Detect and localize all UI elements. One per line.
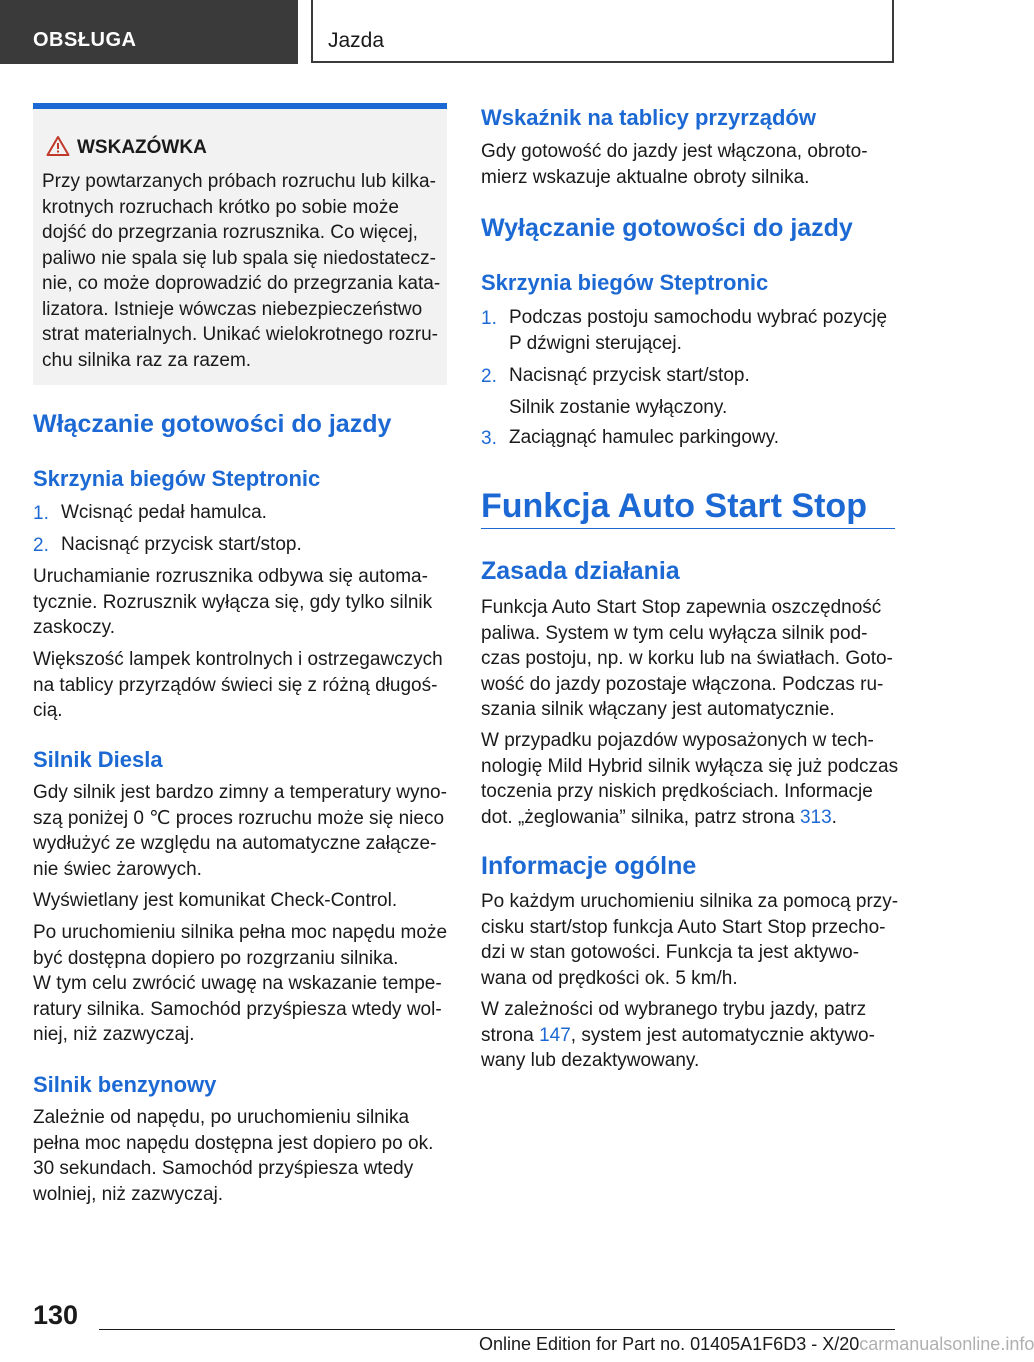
footer-edition (479, 1334, 1034, 1355)
header-chapter-tab (311, 0, 894, 63)
warning-line: chu silnika raz za razem. (42, 349, 252, 371)
step-number: 1. (33, 503, 49, 524)
page-number: 130 (33, 1300, 79, 1330)
warning-line: paliwo nie spala się lub spala się niedostatecz- (42, 247, 436, 269)
text-line: na tablicy przyrządów świeci się z różną długoś- (33, 674, 438, 696)
text-line: P dźwigni sterującej. (509, 332, 682, 354)
paragraph-tachometer (481, 139, 897, 190)
text-line: Gdy gotowość do jazdy jest włączona, obroto- (481, 141, 868, 162)
paragraph-lamps (33, 647, 449, 724)
text-line: 30 sekundach. Samochód przyśpiesza wtedy (33, 1158, 414, 1179)
warning-line: nie, co może doprowadzić do przegrzania kata- (42, 273, 441, 294)
text-line: tycznie. Rozrusznik wyłącza się, gdy tylko silnik (33, 591, 433, 613)
text-line: szania silnik włączany jest automatycznie. (481, 699, 835, 720)
text-line: nologię Mild Hybrid silnik wyłącza się już podczas (481, 755, 899, 777)
paragraph-mild-hybrid (481, 728, 897, 830)
warning-line: Przy powtarzanych próbach rozruchu lub kilka- (42, 171, 436, 192)
text-line: Gdy silnik jest bardzo zimny a temperatury wyno- (33, 782, 447, 803)
heading-tachometer: Wskaźnik na tablicy przyrządów (481, 105, 816, 130)
text-span: , system jest automatycznie aktywo- (570, 1024, 875, 1046)
text-line (481, 1023, 897, 1049)
warning-triangle-icon (46, 135, 70, 157)
text-line: Wyświetlany jest komunikat Check-Control. (33, 890, 398, 911)
text-line: wana od prędkości ok. 5 km/h. (481, 967, 738, 989)
text-line: niej, niż zazwyczaj. (33, 1024, 195, 1045)
text-line: cisku start/stop funkcja Auto Start Stop przecho- (481, 916, 886, 938)
text-line: Funkcja Auto Start Stop zapewnia oszczędność (481, 597, 882, 618)
warning-title: WSKAZÓWKA (77, 137, 207, 158)
step-text: Nacisnąć przycisk start/stop. (61, 534, 302, 555)
text-line: wość do jazdy pozostaje włączona. Podczas ru- (481, 673, 884, 695)
warning-text (42, 169, 442, 373)
paragraph-power (33, 920, 449, 1048)
paragraph-check-control (33, 888, 449, 914)
header-chapter-label: Jazda (328, 29, 385, 52)
text-line: pełna moc napędu dostępna jest dopiero po ok. (33, 1132, 434, 1154)
text-line: dzi w stan gotowości. Funkcja ta jest aktywo- (481, 942, 860, 963)
step-number: 2. (481, 366, 497, 387)
paragraph-general (481, 889, 897, 991)
step-number: 1. (481, 308, 497, 329)
text-line: cią. (33, 700, 63, 721)
heading-diesel: Silnik Diesla (33, 747, 163, 772)
text-line: wolniej, niż zazwyczaj. (33, 1183, 224, 1205)
text-line: mierz wskazuje aktualne obroty silnika. (481, 166, 810, 188)
warning-line: krotnych rozruchach krótko po sobie może (42, 196, 399, 218)
footer-rule (99, 1329, 895, 1330)
heading-auto-start-stop: Funkcja Auto Start Stop (481, 487, 867, 525)
text-span: strona (481, 1024, 540, 1046)
text-line: W zależności od wybranego trybu jazdy, patrz (481, 999, 867, 1020)
text-span: . (831, 806, 837, 828)
text-line: W tym celu zwrócić uwagę na wskazanie tempe- (33, 973, 442, 994)
text-line: W przypadku pojazdów wyposażonych w tech- (481, 730, 874, 751)
warning-box (33, 103, 447, 385)
heading-steptronic-left: Skrzynia biegów Steptronic (33, 466, 321, 491)
paragraph-petrol (33, 1105, 449, 1207)
text-line: Po każdym uruchomieniu silnika za pomocą przy- (481, 891, 899, 912)
page-link-147[interactable]: 147 (539, 1024, 571, 1046)
paragraph-auto-start (33, 564, 449, 641)
section-rule (481, 528, 895, 529)
step-note: Silnik zostanie wyłączony. (509, 397, 728, 418)
text-line: Po uruchomieniu silnika pełna moc napędu może (33, 922, 448, 943)
text-line: paliwa. System w tym celu wyłącza silnik pod- (481, 622, 868, 644)
heading-petrol: Silnik benzynowy (33, 1072, 217, 1097)
text-line: ratury silnika. Samochód przyśpiesza wtedy wol- (33, 998, 442, 1020)
paragraph-principle (481, 595, 897, 723)
paragraph-driving-mode (481, 997, 897, 1074)
text-line (481, 805, 897, 831)
text-line: Większość lampek kontrolnych i ostrzegawczych (33, 649, 443, 670)
heading-start-readiness: Włączanie gotowości do jazdy (33, 410, 392, 438)
heading-general-info: Informacje ogólne (481, 852, 697, 880)
text-line: czas postoju, np. w korku lub na światłach. Goto- (481, 648, 893, 669)
page-link-313[interactable]: 313 (799, 806, 832, 828)
step-text (509, 305, 887, 356)
step-text: Zaciągnąć hamulec parkingowy. (509, 427, 780, 448)
header-section-tab (0, 0, 298, 64)
text-line: wydłużyć ze względu na automatyczne załącze- (33, 833, 437, 854)
heading-steptronic-right: Skrzynia biegów Steptronic (481, 270, 769, 295)
text-line: wany lub dezaktywowany. (481, 1050, 700, 1071)
text-line: być dostępna dopiero po rozgrzaniu silnika. (33, 947, 399, 969)
text-line: Uruchamianie rozrusznika odbywa się automa- (33, 566, 428, 587)
step-number: 2. (33, 535, 49, 556)
text-line: zaskoczy. (33, 617, 116, 638)
text-line: nie świec żarowych. (33, 858, 202, 880)
text-line: Podczas postoju samochodu wybrać pozycję (509, 307, 888, 328)
heading-stop-readiness: Wyłączanie gotowości do jazdy (481, 214, 853, 242)
warning-line: dojść do przegrzania rozrusznika. Co więcej, (42, 222, 418, 243)
footer-watermark: carmanualsonline.info (859, 1334, 1034, 1354)
warning-line: lizatora. Istnieje wówczas niebezpieczeństwo (42, 298, 423, 320)
text-span: dot. „żeglowania” silnika, patrz strona (481, 806, 800, 828)
step-number: 3. (481, 428, 497, 449)
text-line: toczenia przy niskich prędkościach. Informacje (481, 781, 873, 802)
step-text: Wcisnąć pedał hamulca. (61, 502, 267, 523)
warning-line: strat materialnych. Unikać wielokrotnego rozru- (42, 324, 438, 345)
text-line: szą poniżej 0 ℃ proces rozruchu może się nieco (33, 807, 445, 829)
text-line: Zależnie od napędu, po uruchomieniu silnika (33, 1107, 410, 1128)
paragraph-diesel (33, 780, 449, 882)
heading-principle: Zasada działania (481, 557, 680, 585)
header-section-label: OBSŁUGA (33, 29, 137, 51)
step-text: Nacisnąć przycisk start/stop. (509, 365, 750, 386)
footer-edition-text: Online Edition for Part no. 01405A1F6D3 - X/20 (479, 1334, 860, 1354)
